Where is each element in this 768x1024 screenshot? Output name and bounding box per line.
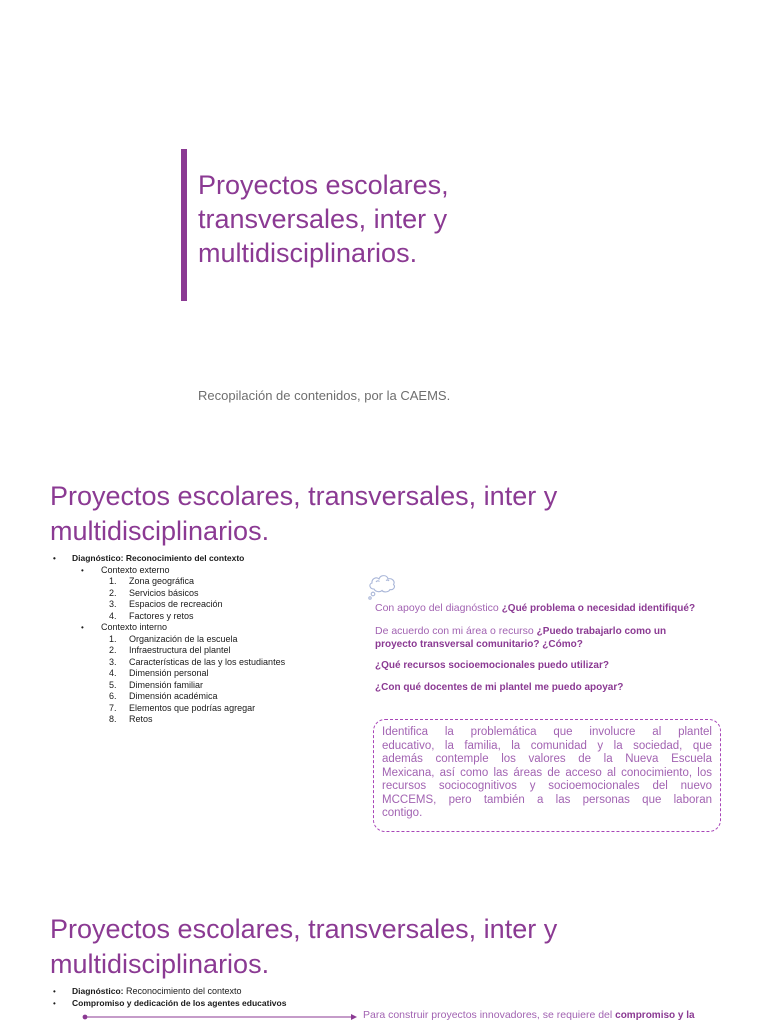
instruction-note-box — [373, 719, 721, 832]
outline-group-label: Contexto interno — [101, 622, 168, 632]
cover-title-line: transversales, inter y — [198, 204, 448, 234]
note-line: contigo. — [382, 807, 423, 819]
item-text: Organización de la escuela — [129, 633, 238, 644]
outline-heading — [0, 553, 360, 565]
item-text: Infraestructura del plantel — [129, 645, 231, 655]
question-lead: De acuerdo con mi área o recurso — [375, 625, 534, 637]
item-number: 1. — [109, 576, 117, 586]
note-line: MCCEMS, pero también a las personas que laboran — [382, 793, 712, 806]
outline-item — [0, 657, 360, 669]
outline-item — [0, 611, 360, 623]
slide-title-line: multidisciplinarios. — [50, 516, 270, 546]
note-line: Mexicana, así como las áreas de acceso al conocimiento, los — [382, 766, 712, 779]
bullet-marker — [53, 997, 56, 1010]
item-number: 4. — [109, 610, 117, 621]
item-number: 2. — [109, 645, 117, 655]
item-text: Dimensión académica — [129, 691, 218, 701]
bullet-item — [0, 997, 360, 1009]
bullet-marker — [53, 553, 56, 565]
cover-title — [198, 168, 449, 270]
item-number: 4. — [109, 668, 117, 678]
item-text: Servicios básicos — [129, 587, 199, 598]
item-number: 6. — [109, 691, 117, 701]
outline-item — [0, 691, 360, 703]
item-text: Factores y retos — [129, 610, 194, 621]
reflection-question — [375, 602, 695, 615]
note-line: Identifica la problemática que involucre al plantel — [382, 726, 712, 738]
cover-subtitle: Recopilación de contenidos, por la CAEMS. — [198, 388, 451, 403]
item-number: 5. — [109, 679, 117, 690]
note-line: recursos sociocognitivos y socioemocionales del nuevo — [382, 780, 712, 792]
item-text: Zona geográfica — [129, 576, 195, 586]
item-number: 3. — [109, 656, 117, 667]
bullet-label: Diagnóstico: — [72, 986, 124, 996]
diagnostic-slide — [0, 460, 768, 884]
commitment-slide — [0, 890, 768, 1024]
slide-title — [50, 912, 557, 982]
item-text: Características de las y los estudiantes — [129, 656, 286, 667]
bullet-item — [0, 985, 360, 997]
item-text: Dimensión personal — [129, 668, 209, 678]
cover-title-line: Proyectos escolares, — [198, 170, 449, 200]
slide-title-line: Proyectos escolares, transversales, inter y — [50, 914, 558, 944]
statement-emphasis: compromiso y la — [615, 1010, 695, 1021]
outline-group — [0, 622, 360, 634]
thought-bubble-icon — [365, 572, 397, 602]
note-line: además contemple los valores de la Nueva Escuela — [382, 753, 712, 765]
outline-item — [0, 645, 360, 657]
item-text: Espacios de recreación — [129, 599, 223, 609]
outline-item — [0, 576, 360, 588]
outline-item — [0, 634, 360, 646]
outline-item — [0, 599, 360, 611]
item-number: 7. — [109, 702, 117, 713]
slide-title-line: multidisciplinarios. — [50, 949, 270, 979]
arrow-right-icon — [80, 1012, 360, 1022]
note-line: educativo, la familia, la comunidad y la sociedad, que — [382, 739, 712, 752]
question-text: ¿Qué recursos socioemocionales puedo utilizar? — [375, 660, 609, 671]
item-number: 3. — [109, 599, 117, 609]
outline-group-label: Contexto externo — [101, 564, 170, 575]
commitment-bullets — [0, 985, 360, 1009]
question-text: ¿Puedo trabajarlo como un — [536, 626, 667, 637]
diagnostic-outline — [0, 553, 360, 726]
cover-title-line: multidisciplinarios. — [198, 238, 418, 268]
question-text: proyecto transversal comunitario? ¿Cómo? — [375, 639, 583, 650]
question-lead: Con apoyo del diagnóstico — [375, 602, 499, 614]
item-number: 1. — [109, 633, 117, 644]
bullet-marker — [81, 622, 84, 634]
outline-item — [0, 680, 360, 692]
cover-slide — [0, 0, 768, 452]
item-number: 2. — [109, 587, 117, 598]
outline-item — [0, 703, 360, 715]
outline-heading-text: Diagnóstico: Reconocimiento del contexto — [72, 553, 245, 563]
item-text: Dimensión familiar — [129, 679, 204, 690]
bullet-label: Compromiso y dedicación de los agentes educativos — [72, 998, 287, 1008]
question-text: ¿Con qué docentes de mi plantel me puedo apoyar? — [375, 682, 624, 693]
statement-lead: Para construir proyectos innovadores, se requiere del — [363, 1009, 613, 1021]
question-text: ¿Qué problema o necesidad identifiqué? — [501, 603, 696, 614]
outline-group — [0, 565, 360, 577]
title-accent-bar — [181, 149, 187, 301]
slide-title-line: Proyectos escolares, transversales, inter y — [50, 481, 558, 511]
bullet-marker — [81, 565, 84, 577]
slide-title — [50, 479, 557, 549]
bullet-text: Reconocimiento del contexto — [126, 986, 242, 996]
commitment-statement — [363, 1009, 695, 1022]
item-text: Retos — [129, 714, 153, 724]
outline-item — [0, 668, 360, 680]
outline-item — [0, 714, 360, 726]
reflection-question — [375, 625, 666, 651]
item-text: Elementos que podrías agregar — [129, 702, 256, 713]
reflection-question — [375, 659, 609, 672]
reflection-question — [375, 681, 623, 694]
outline-item — [0, 588, 360, 600]
item-number: 8. — [109, 714, 117, 724]
